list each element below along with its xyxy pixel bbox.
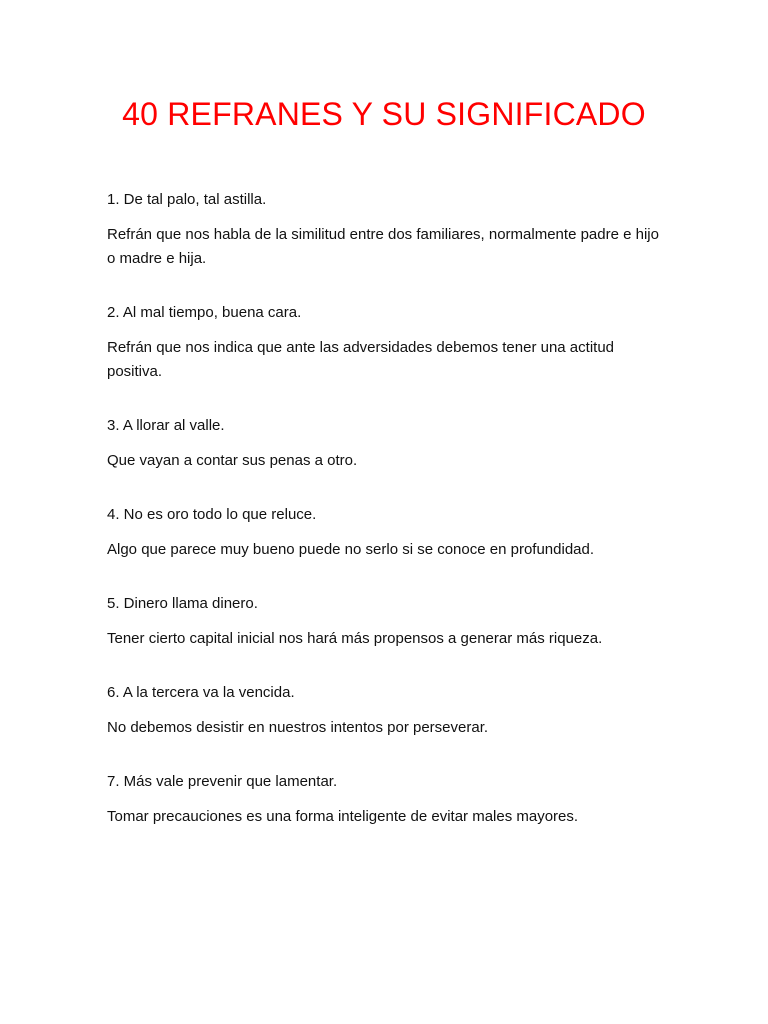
proverb-saying: 4. No es oro todo lo que reluce.	[107, 506, 317, 523]
proverb-meaning: Refrán que nos habla de la similitud entre dos familiares, normalmente padre e hijo o madre e hija.	[107, 226, 659, 267]
proverb-meaning: Algo que parece muy bueno puede no serlo si se conoce en profundidad.	[107, 541, 595, 558]
proverb-saying: 2. Al mal tiempo, buena cara.	[107, 304, 302, 321]
proverb-entry-6	[107, 683, 667, 740]
proverb-meaning: Que vayan a contar sus penas a otro.	[107, 452, 358, 469]
proverb-entry-1	[107, 190, 667, 271]
proverb-entry-7	[107, 772, 667, 829]
proverb-meaning: Tener cierto capital inicial nos hará más propensos a generar más riqueza.	[107, 630, 603, 647]
proverb-saying: 7. Más vale prevenir que lamentar.	[107, 773, 338, 790]
proverb-entry-4	[107, 505, 667, 562]
proverb-entry-5	[107, 594, 667, 651]
proverb-list	[107, 190, 667, 861]
page-title: 40 REFRANES Y SU SIGNIFICADO	[122, 96, 646, 132]
proverb-saying: 3. A llorar al valle.	[107, 417, 225, 434]
proverb-saying: 6. A la tercera va la vencida.	[107, 684, 295, 701]
proverb-entry-2	[107, 303, 667, 384]
proverb-meaning: No debemos desistir en nuestros intentos por perseverar.	[107, 719, 489, 736]
proverb-entry-3	[107, 416, 667, 473]
proverb-saying: 5. Dinero llama dinero.	[107, 595, 258, 612]
proverb-meaning: Refrán que nos indica que ante las adversidades debemos tener una actitud positiva.	[107, 339, 615, 380]
proverb-saying: 1. De tal palo, tal astilla.	[107, 191, 267, 208]
proverb-meaning: Tomar precauciones es una forma inteligente de evitar males mayores.	[107, 808, 579, 825]
